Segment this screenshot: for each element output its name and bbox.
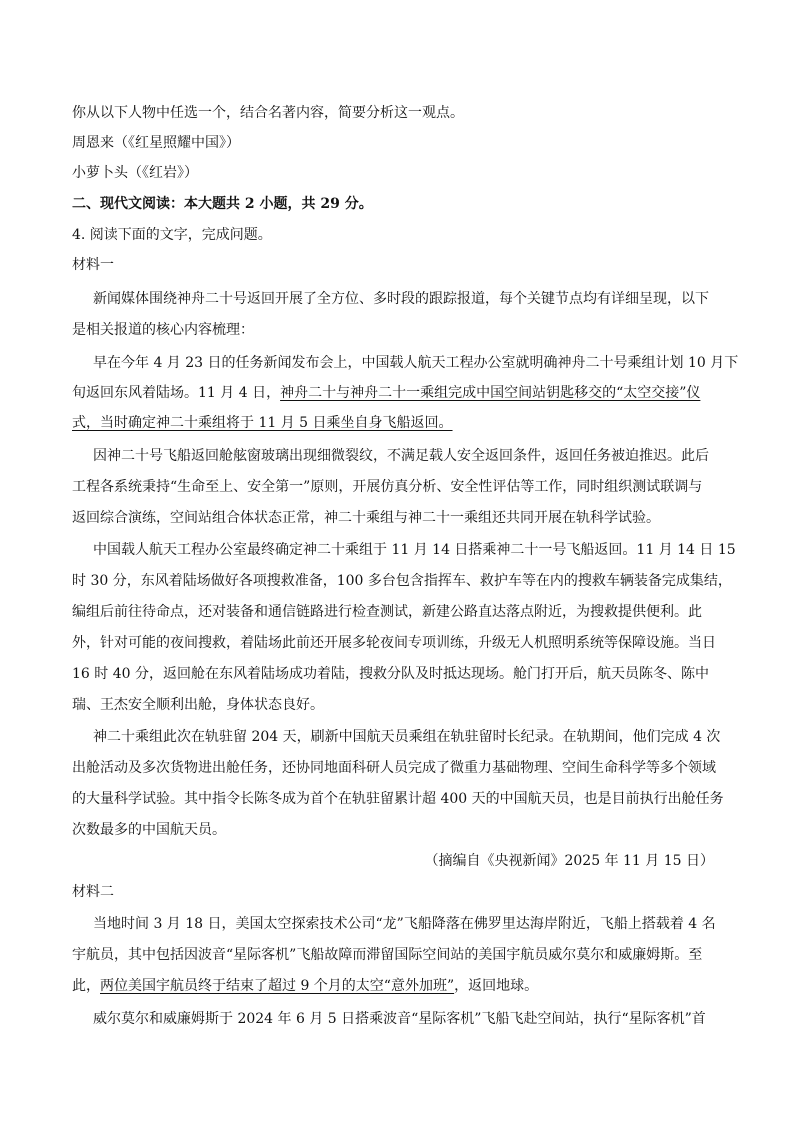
paragraph-line: 时 30 分，东风着陆场做好各项搜救准备，100 多台包含指挥车、救护车等在内的搜救车辆装备完成集结， <box>72 573 732 589</box>
paragraph-line: 16 时 40 分，返回舱在东风着陆场成功着陆，搜救分队及时抵达现场。舱门打开后，航天员陈冬、陈中 <box>72 666 709 682</box>
paragraph-line: 威尔莫尔和威廉姆斯于 2024 年 6 月 5 日搭乘波音“星际客机”飞船飞赴空间站，执行“星际客机”首 <box>93 1011 706 1027</box>
paragraph-line: 早在今年 4 月 23 日的任务新闻发布会上，中国载人航天工程办公室就明确神舟二十号乘组计划 10 月下 <box>93 355 739 371</box>
paragraph-line <box>72 977 722 995</box>
paragraph-line: 外，针对可能的夜间搜救，着陆场此前还开展多轮夜间专项训练，升级无人机照明系统等保障设施。当日 <box>72 635 716 651</box>
section-heading: 二、现代文阅读：本大题共 2 小题，共 29 分。 <box>72 196 373 212</box>
paragraph-line: 中国载人航天工程办公室最终确定神二十乘组于 11 月 14 日搭乘神二十一号飞船返回。11 月 14 日 15 <box>93 542 736 558</box>
paragraph-text: 此， <box>72 978 100 994</box>
paragraph-line: 神二十乘组此次在轨驻留 204 天，刷新中国航天员乘组在轨驻留时长纪录。在轨期间，他们完成 4 次 <box>93 729 721 745</box>
text-line: 周恩来（《红星照耀中国》） <box>72 135 240 151</box>
paragraph-line: 是相关报道的核心内容梳理： <box>72 322 254 338</box>
paragraph-line: 当地时间 3 月 18 日，美国太空探索技术公司“龙”飞船降落在佛罗里达海岸附近，飞船上搭载着 4 名 <box>93 916 716 932</box>
text-line: 小萝卜头（《红岩》） <box>72 165 198 181</box>
underlined-text: 式，当时确定神二十乘组将于 11 月 5 日乘坐自身飞船返回。 <box>72 415 453 431</box>
paragraph-line: 工程各系统秉持“生命至上、安全第一”原则，开展仿真分析、安全性评估等工作，同时组织测试联调与 <box>72 479 703 495</box>
material-title: 材料二 <box>72 884 114 900</box>
question-prompt: 4. 阅读下面的文字，完成问题。 <box>72 227 272 243</box>
paragraph-line: 新闻媒体围绕神舟二十号返回开展了全方位、多时段的跟踪报道，每个关键节点均有详细呈现，以下 <box>93 291 709 307</box>
underlined-text: 神舟二十与神舟二十一乘组完成中国空间站钥匙移交的“太空交接”仪 <box>280 385 701 401</box>
paragraph-line: 出舱活动及多次货物进出舱任务，还协同地面科研人员完成了微重力基础物理、空间生命科学等多个领域 <box>72 760 716 776</box>
paragraph-line: 编组后前往待命点，还对装备和通信链路进行检查测试，新建公路直达落点附近，为搜救提供便利。此 <box>72 604 702 620</box>
paragraph-line <box>72 384 722 402</box>
text-line: 你从以下人物中任选一个，结合名著内容，简要分析这一观点。 <box>72 105 464 121</box>
paragraph-line: 返回综合演练，空间站组合体状态正常，神二十乘组与神二十一乘组还共同开展在轨科学试验。 <box>72 510 660 526</box>
paragraph-line: 的大量科学试验。其中指令长陈冬成为首个在轨驻留累计超 400 天的中国航天员，也是目前执行出舱任务 <box>72 791 724 807</box>
paragraph-line: 瑞、王杰安全顺利出舱，身体状态良好。 <box>72 697 324 713</box>
paragraph-text: 旬返回东风着陆场。11 月 4 日， <box>72 385 281 401</box>
paragraph-text: ，返回地球。 <box>454 978 539 994</box>
underlined-text: 两位美国宇航员终于结束了超过 9 个月的太空“意外加班” <box>100 978 455 994</box>
material-title: 材料一 <box>72 257 114 273</box>
paragraph-line: 次数最多的中国航天员。 <box>72 822 226 838</box>
paragraph-line: 宇航员，其中包括因波音“星际客机”飞船故障而滞留国际空间站的美国宇航员威尔莫尔和威廉姆斯。至 <box>72 947 703 963</box>
source-citation: （摘编自《央视新闻》2025 年 11 月 15 日） <box>424 853 714 869</box>
paragraph-line: 因神二十号飞船返回舱舷窗玻璃出现细微裂纹，不满足载人安全返回条件，返回任务被迫推迟。此后 <box>93 448 709 464</box>
